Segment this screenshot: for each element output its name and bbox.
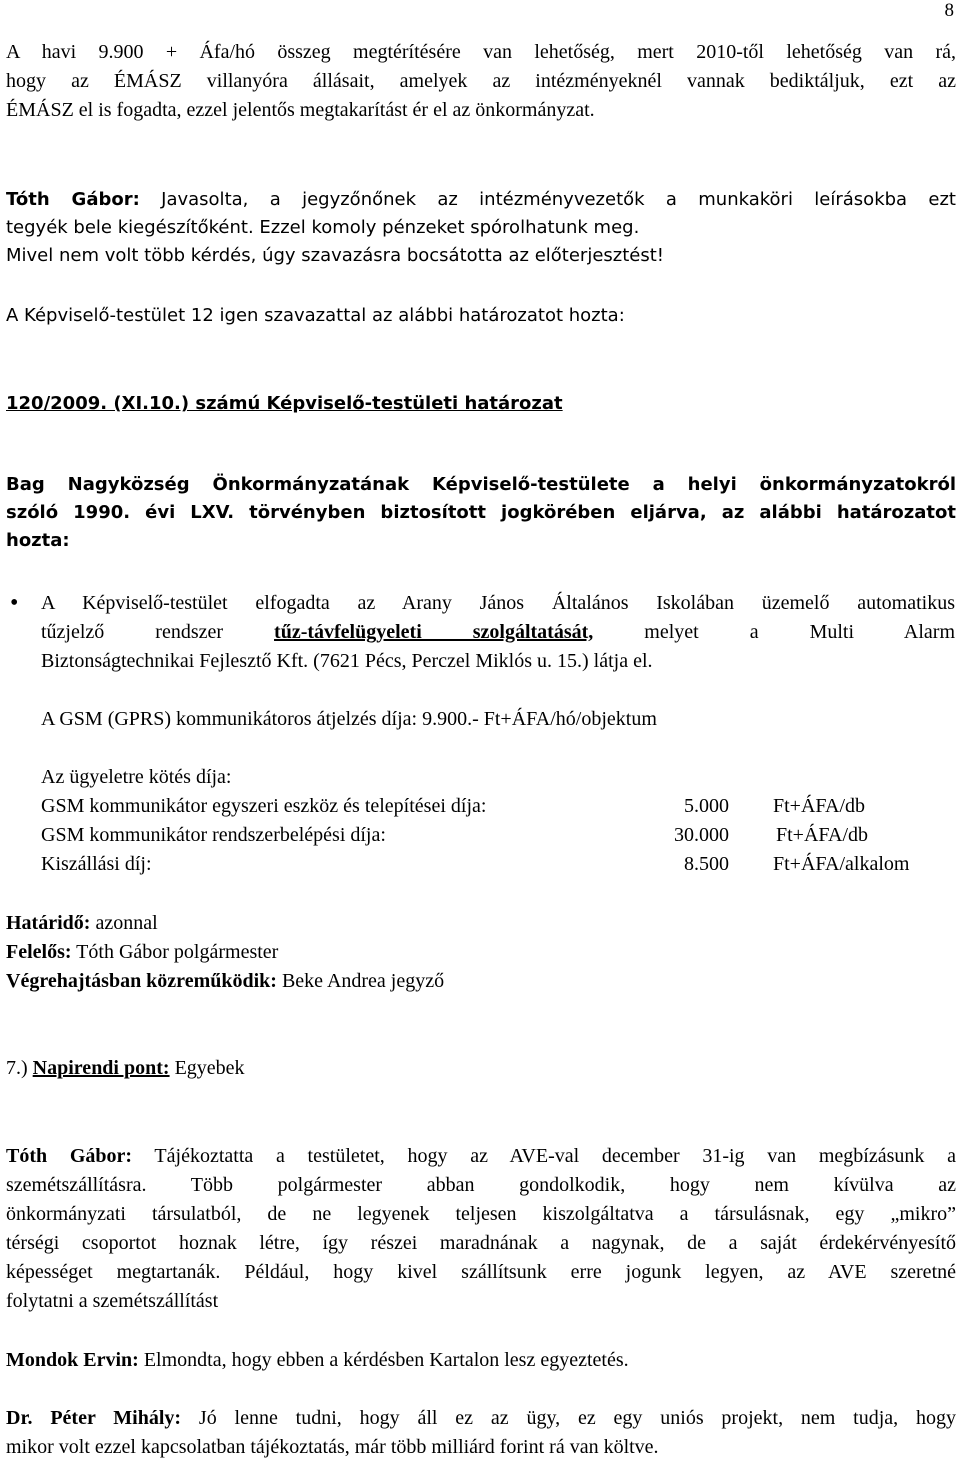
- fee-amount: 30.000: [674, 824, 729, 846]
- fee-label: Kiszállási díj:: [41, 853, 152, 875]
- text-line: Tóth Gábor: Tájékoztatta a testületet, hogy az AVE-val december 31-ig van megbízásunk a: [6, 1145, 956, 1167]
- paragraph-toth-ave: [6, 1142, 956, 1316]
- text-line: Dr. Péter Mihály: Jó lenne tudni, hogy áll ez az ügy, ez egy uniós projekt, nem tudja, hogy: [6, 1407, 957, 1429]
- resolution-details: [6, 909, 956, 996]
- bullet-icon: •: [10, 590, 19, 616]
- fees-heading: Az ügyeletre kötés díja:: [41, 766, 232, 788]
- speaker-name: Tóth Gábor:: [6, 189, 140, 210]
- fee-row: [41, 792, 951, 821]
- speaker-name: Mondok Ervin:: [6, 1349, 139, 1371]
- speech-text: Javasolta, a jegyzőnőnek az intézményvezetők a munkaköri leírásokba ezt: [139, 189, 956, 210]
- paragraph-peter: [6, 1404, 956, 1462]
- text-line: szemétszállításra. Több polgármester abban gondolkodik, hogy nem kívülva az: [6, 1174, 956, 1196]
- text-line: önkormányzati társulatból, de ne legyenek teljesen kiszolgáltatva a társulásnak, egy „mikro”: [6, 1203, 956, 1225]
- fee-amount: 5.000: [684, 795, 729, 817]
- paragraph-toth-proposal: [6, 186, 956, 270]
- fee-label: GSM kommunikátor rendszerbelépési díja:: [41, 824, 386, 846]
- fee-amount: 8.500: [684, 853, 729, 875]
- text-line: tegyék bele kiegészítőként. Ezzel komoly pénzeket spórolhatunk meg.: [6, 217, 640, 238]
- text-line: A havi 9.900 + Áfa/hó összeg megtérítésére van lehetőség, mert 2010-től lehetőség van rá,: [6, 41, 956, 63]
- text-line: hogy az ÉMÁSZ villanyóra állásait, amelyek az intézményeknél vannak bediktáljuk, ezt az: [6, 70, 956, 92]
- emphasized-service: tűz-távfelügyeleti szolgáltatását,: [274, 621, 594, 643]
- fee-unit: Ft+ÁFA/alkalom: [773, 853, 910, 875]
- page-number: 8: [944, 0, 954, 21]
- text-line: hozta:: [6, 530, 70, 551]
- text-line: mikor volt ezzel kapcsolatban tájékoztatás, már több milliárd forint rá van költve.: [6, 1436, 659, 1458]
- text-line: [6, 186, 956, 214]
- speaker-name: Dr. Péter Mihály:: [6, 1407, 182, 1429]
- responsible: Felelős: Tóth Gábor polgármester: [6, 941, 279, 963]
- text-line: Mivel nem volt több kérdés, úgy szavazásra bocsátotta az előterjesztést!: [6, 245, 665, 266]
- fee-row: [41, 821, 951, 850]
- fee-row: [41, 850, 951, 879]
- paragraph-mondok: Mondok Ervin: Elmondta, hogy ebben a kérdésben Kartalon lesz egyeztetés.: [6, 1349, 629, 1371]
- fee-label: GSM kommunikátor egyszeri eszköz és telepítései díja:: [41, 795, 487, 817]
- agenda-item: 7.) Napirendi pont: Egyebek: [6, 1057, 245, 1079]
- agenda-label: Napirendi pont:: [32, 1057, 170, 1079]
- fee-table: [41, 792, 951, 879]
- text-line: Bag Nagyközség Önkormányzatának Képviselő-testülete a helyi önkormányzatokról: [6, 474, 956, 495]
- fee-unit: Ft+ÁFA/db: [773, 795, 866, 817]
- resolution-title: 120/2009. (XI.10.) számú Képviselő-testületi határozat: [6, 393, 563, 414]
- deadline: Határidő: azonnal: [6, 912, 158, 934]
- text-line: tűzjelző rendszer tűz-távfelügyeleti szolgáltatását, melyet a Multi Alarm: [41, 621, 956, 643]
- text-line: Biztonságtechnikai Fejlesztő Kft. (7621 Pécs, Perczel Miklós u. 15.) látja el.: [41, 650, 653, 672]
- bullet-item: [41, 589, 955, 676]
- text-line: folytatni a szemétszállítást: [6, 1290, 219, 1312]
- executor: Végrehajtásban közreműködik: Beke Andrea jegyző: [6, 970, 445, 992]
- speaker-name: Tóth Gábor:: [6, 1145, 133, 1167]
- text-line: térségi csoportot hoznak létre, így részei maradnának a nagynak, de a saját érdekérvényesítő: [6, 1232, 956, 1254]
- paragraph-energy-refund: [6, 38, 956, 125]
- vote-result: A Képviselő-testület 12 igen szavazattal az alábbi határozatot hozta:: [6, 305, 625, 326]
- text-line: A Képviselő-testület elfogadta az Arany János Általános Iskolában üzemelő automatikus: [41, 592, 955, 614]
- text-line: szóló 1990. évi LXV. törvényben biztosított jogkörében eljárva, az alábbi határozatot: [6, 502, 956, 523]
- text-line: ÉMÁSZ el is fogadta, ezzel jelentős megtakarítást ér el az önkormányzat.: [6, 99, 595, 121]
- text-line: képességet megtartanák. Például, hogy kivel szállítsunk erre jogunk legyen, az AVE szeretné: [6, 1261, 956, 1283]
- resolution-intro: [6, 471, 956, 555]
- gsm-fee: A GSM (GPRS) kommunikátoros átjelzés díja: 9.900.- Ft+ÁFA/hó/objektum: [41, 708, 657, 730]
- fee-unit: Ft+ÁFA/db: [776, 824, 869, 846]
